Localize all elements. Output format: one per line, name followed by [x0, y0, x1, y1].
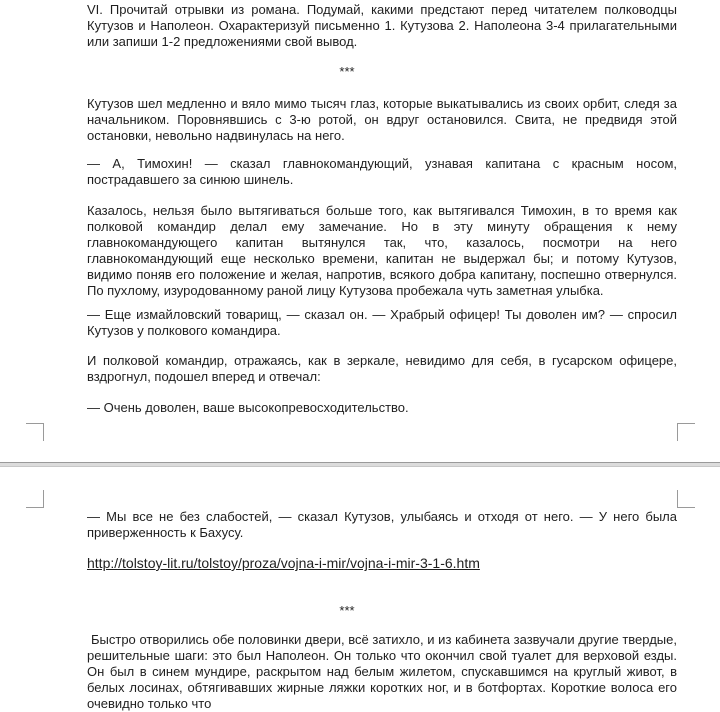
page-corner-mark — [26, 423, 44, 441]
paragraph: Быстро отворились обе половинки двери, всё затихло, и из кабинета зазвучали другие твердые, решительные шаги: это был Наполеон. Он только что окончил свой туалет для верховой езды. Он был в синем мундире, раскрытом над белым жилетом, спускавшимся на круглый живот, в белых лосинах, обтягивавших жирные ляжки коротких ног, и в ботфортах. Короткие волоса его очевидно только что — [87, 632, 677, 711]
page-corner-mark — [26, 490, 44, 508]
section-separator: *** — [339, 64, 355, 79]
paragraph: — Еще измайловский товарищ, — сказал он. — Храбрый офицер! Ты доволен им? — спросил Кутузов у полкового командира. — [87, 307, 677, 338]
source-link[interactable]: http://tolstoy-lit.ru/tolstoy/proza/vojna-i-mir/vojna-i-mir-3-1-6.htm — [87, 555, 480, 571]
paragraph: Кутузов шел медленно и вяло мимо тысяч глаз, которые выкатывались из своих орбит, следя за начальником. Поровнявшись с 3-ю ротой, он вдруг остановился. Свита, не предвидя этой остановки, невольно надвинулась на него. — [87, 96, 677, 143]
paragraph: Казалось, нельзя было вытягиваться больше того, как вытягивался Тимохин, в то время как полковой командир делал ему замечание. Но в эту минуту обращения к нему главнокомандующего капитан вытянулся так, что, казалось, посмотри на него главнокомандующий еще несколько времени, капитан не выдержал бы; и потому Кутузов, видимо поняв его положение и желая, напротив, всякого добра капитану, поспешно отвернулся. По пухлому, изуродованному раной лицу Кутузова пробежала чуть заметная улыбка. — [87, 203, 677, 298]
paragraph: — А, Тимохин! — сказал главнокомандующий, узнавая капитана с красным носом, пострадавшего за синюю шинель. — [87, 156, 677, 187]
paragraph: И полковой командир, отражаясь, как в зеркале, невидимо для себя, в гусарском офицере, вздрогнул, подошел вперед и отвечал: — [87, 353, 677, 384]
task-paragraph: VI. Прочитай отрывки из романа. Подумай, какими предстают перед читателем полководцы Кутузов и Наполеон. Охарактеризуй письменно 1. Кутузова 2. Наполеона 3-4 прилагательными или запиши 1-2 предложениями свой вывод. — [87, 2, 677, 49]
page-corner-mark — [677, 423, 695, 441]
document-page-2 — [0, 467, 720, 711]
section-separator: *** — [339, 603, 355, 618]
page-corner-mark — [677, 490, 695, 508]
paragraph: — Мы все не без слабостей, — сказал Кутузов, улыбаясь и отходя от него. — У него была приверженность к Бахусу. — [87, 509, 677, 540]
paragraph: — Очень доволен, ваше высокопревосходительство. — [87, 400, 409, 415]
